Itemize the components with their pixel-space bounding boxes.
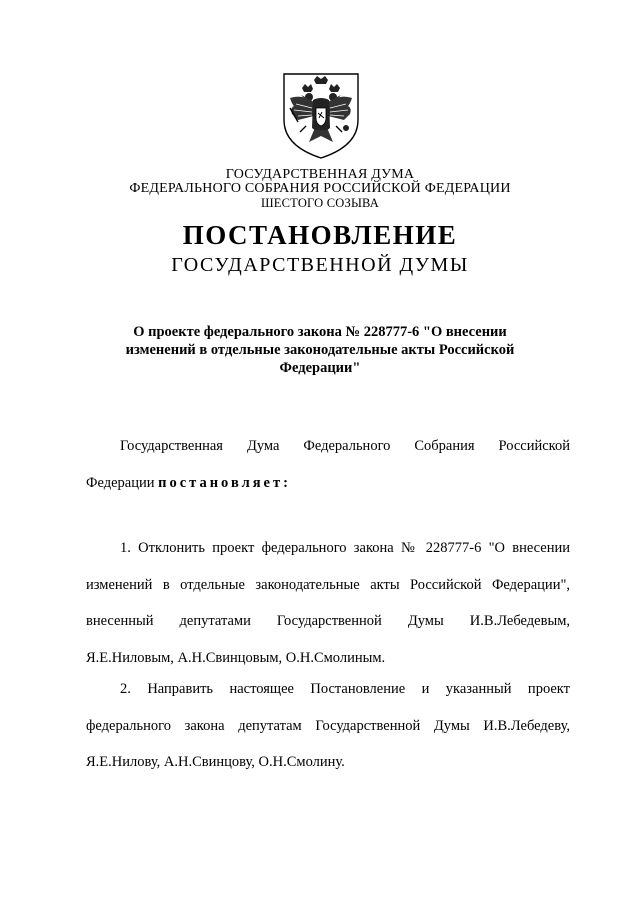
document-subject bbox=[110, 323, 530, 377]
subject-line: О проекте федерального закона № 228777-6 "О внесении bbox=[133, 324, 507, 340]
org-name-line-2: ФЕДЕРАЛЬНОГО СОБРАНИЯ РОССИЙСКОЙ ФЕДЕРАЦИИ bbox=[129, 181, 511, 196]
paragraph-line: федерального закона депутатам Государственной Думы И.В.Лебедеву, bbox=[86, 717, 570, 734]
paragraph-line: Государственная Дума Федерального Собрания Российской bbox=[120, 438, 570, 454]
decision-keyword: постановляет: bbox=[158, 474, 291, 491]
subject-line: Федерации" bbox=[279, 360, 361, 376]
document-type-title: ПОСТАНОВЛЕНИЕ bbox=[182, 220, 458, 250]
paragraph-line: внесенный депутатами Государственной Думы И.В.Лебедевым, bbox=[86, 613, 570, 629]
intro-paragraph bbox=[86, 428, 570, 501]
org-name-line-1: ГОСУДАРСТВЕННАЯ ДУМА bbox=[225, 167, 415, 182]
convocation-line: ШЕСТОГО СОЗЫВА bbox=[260, 196, 380, 210]
paragraph-line: 2. Направить настоящее Постановление и указанный проект bbox=[120, 681, 570, 697]
paragraph-text: Федерации bbox=[86, 474, 159, 491]
paragraph-line: Я.Е.Ниловым, А.Н.Свинцовым, О.Н.Смолиным. bbox=[86, 649, 386, 666]
coat-of-arms-icon bbox=[276, 68, 366, 160]
paragraph-line: Я.Е.Нилову, А.Н.Свинцову, О.Н.Смолину. bbox=[86, 754, 345, 770]
document-issuer-title: ГОСУДАРСТВЕННОЙ ДУМЫ bbox=[171, 254, 469, 276]
item-1-paragraph bbox=[86, 530, 570, 676]
paragraph-line bbox=[86, 465, 570, 502]
paragraph-line: 1. Отклонить проект федерального закона № 228777-6 "О внесении bbox=[120, 540, 570, 556]
paragraph-line: изменений в отдельные законодательные акты Российской Федерации", bbox=[86, 576, 570, 593]
item-2-paragraph bbox=[86, 671, 570, 781]
subject-line: изменений в отдельные законодательные акты Российской bbox=[125, 342, 515, 358]
